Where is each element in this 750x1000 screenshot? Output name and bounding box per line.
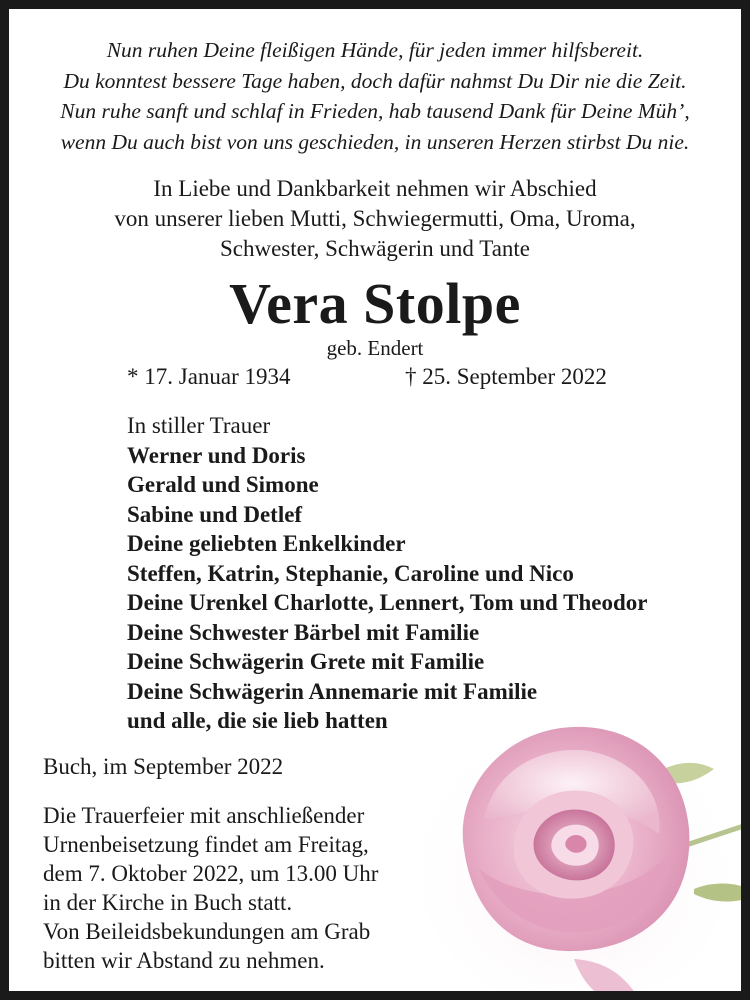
- mourners-lead: In stiller Trauer: [127, 413, 271, 438]
- rose-image: [424, 699, 750, 1000]
- funeral-service-info: [43, 801, 378, 975]
- deceased-name: Vera Stolpe: [229, 271, 521, 336]
- mourner-line: Deine geliebten Enkelkinder: [127, 531, 406, 556]
- memorial-poem: [9, 35, 741, 157]
- service-line: Von Beileidsbekundungen am Grab: [43, 919, 371, 944]
- place-date: Buch, im September 2022: [43, 754, 284, 779]
- mourner-line: Sabine und Detlef: [127, 501, 303, 527]
- poem-line: Nun ruhen Deine fleißigen Hände, für jeden immer hilfsbereit.: [106, 38, 644, 62]
- mourner-line: Deine Schwägerin Grete mit Familie: [127, 649, 485, 674]
- service-line: Urnenbeisetzung findet am Freitag,: [43, 832, 369, 857]
- birth-date: * 17. Januar 1934: [127, 364, 291, 389]
- mourner-line: Werner und Doris: [127, 442, 306, 468]
- mourner-line: Gerald und Simone: [127, 472, 319, 497]
- mourner-line: Deine Urenkel Charlotte, Lennert, Tom und Theodor: [127, 590, 648, 615]
- poem-line: Nun ruhe sanft und schlaf in Frieden, hab tausend Dank für Deine Müh’,: [60, 99, 690, 123]
- service-line: bitten wir Abstand zu nehmen.: [43, 948, 325, 973]
- mourner-line: Steffen, Katrin, Stephanie, Caroline und Nico: [127, 560, 574, 586]
- mourners-list: [127, 411, 648, 736]
- service-line: Die Trauerfeier mit anschließender: [43, 803, 365, 828]
- mourner-line: Deine Schwägerin Annemarie mit Familie: [127, 678, 538, 704]
- death-date: † 25. September 2022: [405, 364, 607, 389]
- farewell-intro: [9, 174, 741, 264]
- intro-line: von unserer lieben Mutti, Schwiegermutti, Oma, Uroma,: [114, 206, 636, 231]
- poem-line: wenn Du auch bist von uns geschieden, in unseren Herzen stirbst Du nie.: [60, 129, 690, 154]
- intro-line: Schwester, Schwägerin und Tante: [219, 236, 531, 261]
- intro-line: In Liebe und Dankbarkeit nehmen wir Abschied: [153, 176, 597, 201]
- poem-line: Du konntest bessere Tage haben, doch dafür nahmst Du Dir nie die Zeit.: [63, 68, 687, 93]
- service-line: dem 7. Oktober 2022, um 13.00 Uhr: [43, 861, 379, 886]
- mourner-line: Deine Schwester Bärbel mit Familie: [127, 619, 480, 645]
- mourner-line: und alle, die sie lieb hatten: [127, 708, 388, 733]
- birth-name: geb. Endert: [326, 336, 424, 360]
- service-line: in der Kirche in Buch statt.: [43, 890, 293, 915]
